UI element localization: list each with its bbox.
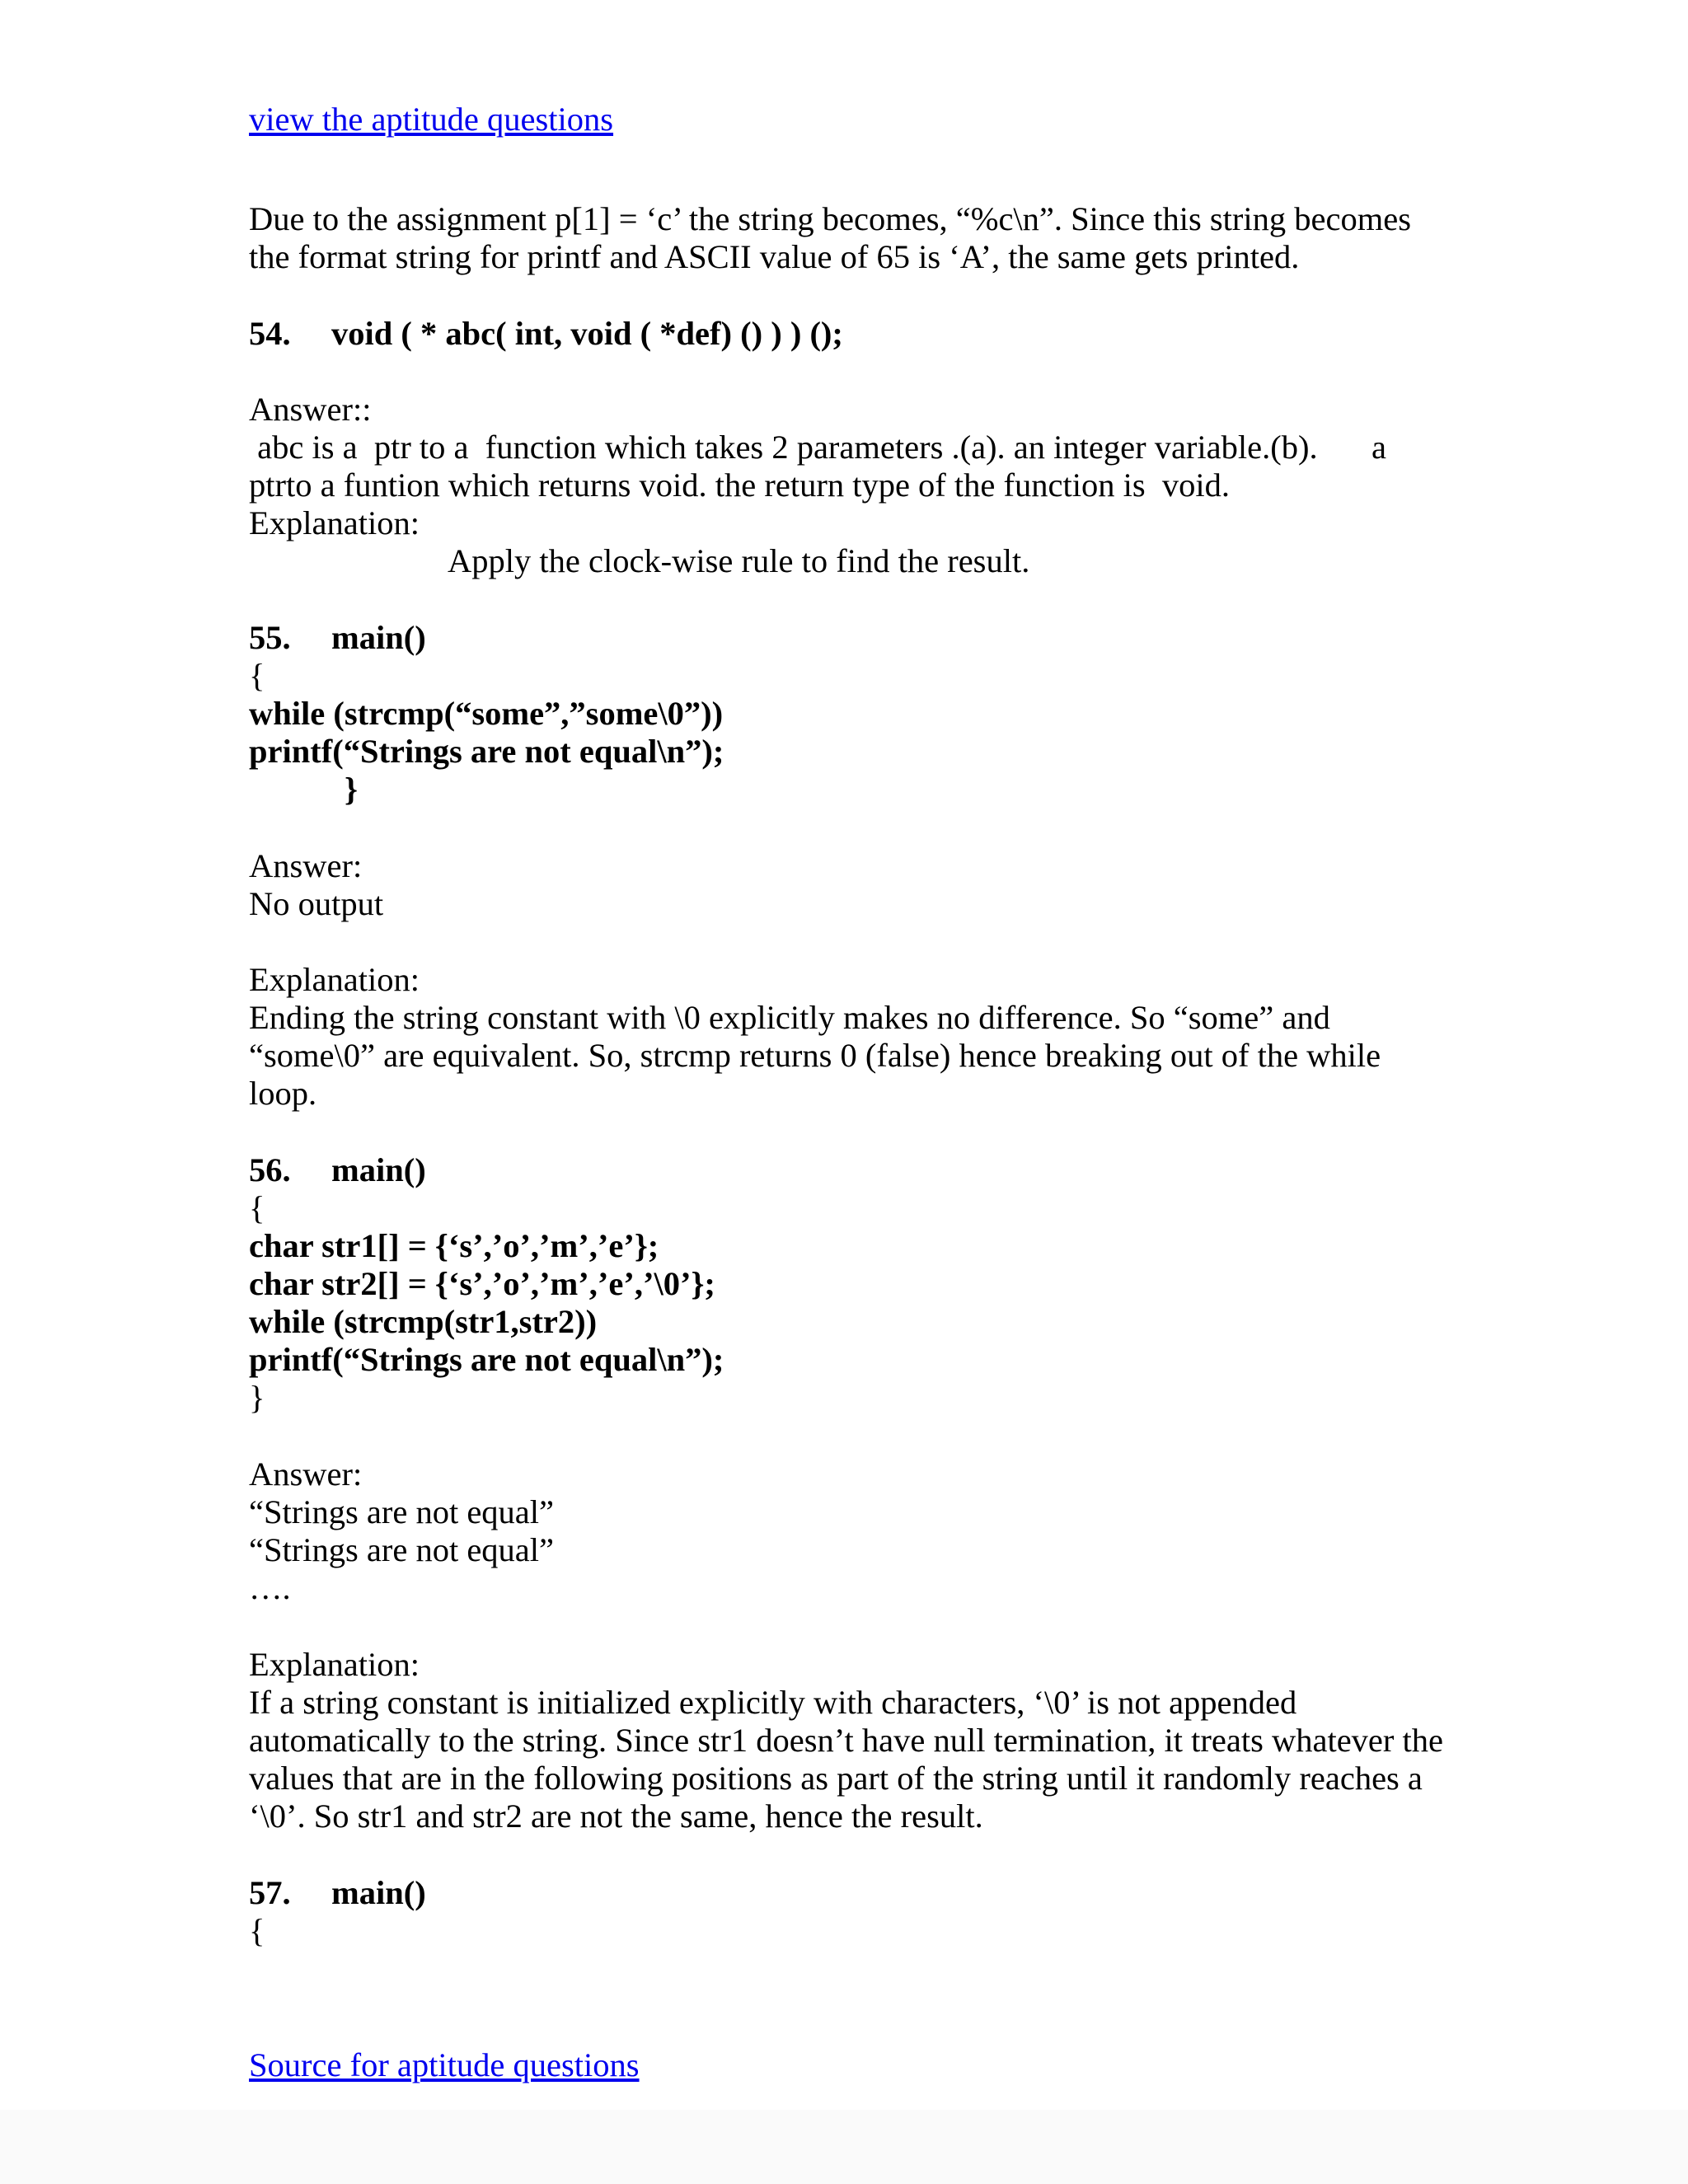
question-55-explanation-line: “some\0” are equivalent. So, strcmp returns 0 (false) hence breaking out of the while: [249, 1037, 1381, 1074]
question-55-number: 55.: [249, 619, 291, 656]
question-57-code-line: {: [249, 1912, 265, 1949]
question-56-explanation-line: values that are in the following positions as part of the string until it randomly reaches a: [249, 1760, 1423, 1797]
question-56-heading: [249, 1151, 426, 1189]
view-aptitude-questions-link[interactable]: view the aptitude questions: [249, 101, 614, 138]
question-56-explanation-line: automatically to the string. Since str1 doesn’t have null termination, it treats whatever the: [249, 1722, 1444, 1759]
question-55-answer-label: Answer:: [249, 847, 363, 884]
question-56-code-line: }: [249, 1379, 265, 1416]
question-55-explanation-label: Explanation:: [249, 961, 420, 998]
question-55-code-line: printf(“Strings are not equal\n”);: [249, 733, 724, 770]
question-56-answer-line: ….: [249, 1569, 291, 1606]
question-56-code-line: {: [249, 1189, 265, 1226]
question-56-explanation-line: If a string constant is initialized explicitly with characters, ‘\0’ is not appended: [249, 1684, 1297, 1721]
question-55-heading: [249, 619, 426, 657]
question-56-code-line: while (strcmp(str1,str2)): [249, 1303, 598, 1340]
question-55-code-line: while (strcmp(“some”,”some\0”)): [249, 695, 724, 732]
question-54-answer-label: Answer::: [249, 391, 372, 428]
question-55-title: main(): [331, 619, 426, 656]
intro-line-2: the format string for printf and ASCII value of 65 is ‘A’, the same gets printed.: [249, 238, 1300, 275]
question-54-answer-line-1: abc is a ptr to a function which takes 2 parameters .(a). an integer variable.(b).: [249, 429, 1318, 466]
question-55-explanation-line: Ending the string constant with \0 explicitly makes no difference. So “some” and: [249, 999, 1330, 1036]
question-56-answer-line: “Strings are not equal”: [249, 1493, 554, 1530]
question-56-number: 56.: [249, 1151, 291, 1188]
question-56-code-line: char str1[] = {‘s’,’o’,’m’,’e’};: [249, 1227, 659, 1264]
question-56-explanation-label: Explanation:: [249, 1646, 420, 1683]
question-56-explanation-line: ‘\0’. So str1 and str2 are not the same, hence the result.: [249, 1797, 983, 1835]
question-54-answer-line-2: ptrto a funtion which returns void. the return type of the function is void.: [249, 466, 1231, 504]
question-54-number: 54.: [249, 315, 291, 352]
question-56-code-line: char str2[] = {‘s’,’o’,’m’,’e’,’\0’};: [249, 1265, 715, 1302]
question-55-code-line: {: [249, 657, 265, 694]
intro-line-1: Due to the assignment p[1] = ‘c’ the string becomes, “%c\n”. Since this string becomes: [249, 200, 1411, 237]
question-56-title: main(): [331, 1151, 426, 1188]
question-56-answer-label: Answer:: [249, 1455, 363, 1493]
question-54-explanation-label: Explanation:: [249, 504, 420, 541]
question-56-answer-line: “Strings are not equal”: [249, 1531, 554, 1568]
question-55-answer: No output: [249, 885, 384, 922]
source-aptitude-questions-link[interactable]: Source for aptitude questions: [249, 2046, 640, 2083]
question-54-code: void ( * abc( int, void ( *def) () ) ) ();: [331, 315, 843, 352]
question-54-answer-line-1-tail: a: [1372, 429, 1386, 466]
question-54-explanation: Apply the clock-wise rule to find the result.: [448, 542, 1030, 579]
question-54-heading: [249, 315, 843, 353]
question-56-code-line: printf(“Strings are not equal\n”);: [249, 1341, 724, 1378]
question-57-heading: [249, 1874, 426, 1912]
question-55-explanation-line: loop.: [249, 1075, 317, 1112]
question-55-code-line: }: [345, 771, 358, 808]
question-57-number: 57.: [249, 1874, 291, 1911]
question-57-title: main(): [331, 1874, 426, 1911]
